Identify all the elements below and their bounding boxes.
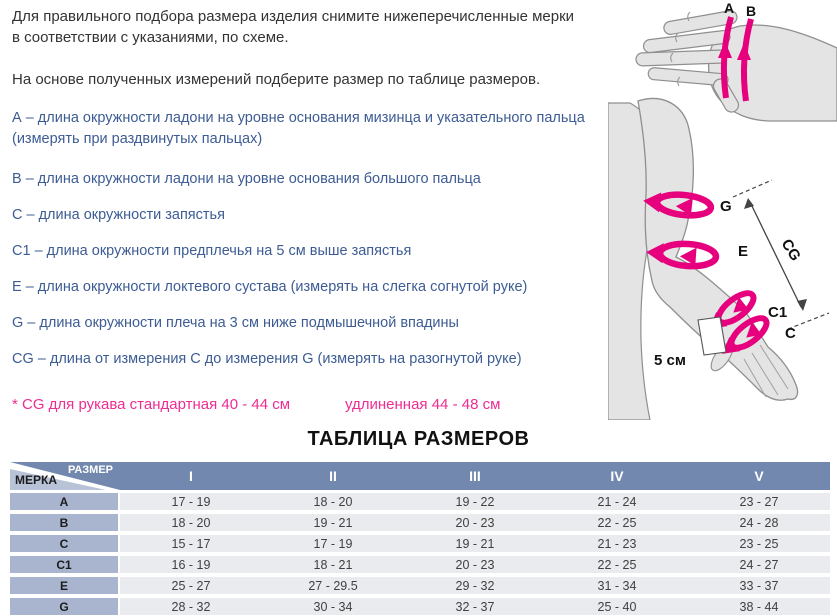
size-table-title: ТАБЛИЦА РАЗМЕРОВ: [307, 428, 530, 450]
arm-label-c: C: [785, 325, 796, 342]
row-label: C1: [10, 556, 118, 573]
cell: 19 - 21: [455, 536, 495, 551]
arm-label-e: E: [738, 243, 749, 260]
cell: 22 - 25: [597, 515, 637, 530]
cell: 25 - 27: [171, 578, 211, 593]
cell: 21 - 23: [597, 536, 637, 551]
cell: 18 - 20: [313, 494, 353, 509]
table-row-c1: [10, 556, 830, 573]
size-table-header: [10, 462, 830, 490]
measure-item-c: С – длина окружности запястья: [12, 207, 225, 223]
size-columns: [120, 462, 830, 490]
cell: 33 - 37: [739, 578, 779, 593]
measure-item-a: А – длина окружности ладони на уровне основания мизинца и указательного пальца (измерять при раздвинутых пальцах): [12, 110, 585, 148]
column-header-5: V: [754, 468, 764, 484]
measure-item-cg: CG – длина от измерения С до измерения G (измерять на разогнутой руке): [12, 351, 522, 367]
measure-item-e: Е – длина окружности локтевого сустава (измерять на слегка согнутой руке): [12, 279, 528, 295]
cell: 27 - 29.5: [308, 578, 358, 593]
cell: 18 - 21: [313, 557, 353, 572]
corner-cell: [10, 462, 120, 490]
cell: 18 - 20: [171, 515, 211, 530]
size-table: [10, 462, 830, 616]
row-label: G: [10, 598, 118, 615]
cell: 17 - 19: [171, 494, 211, 509]
note-extended: удлиненная 44 - 48 см: [345, 396, 501, 413]
intro-paragraph-1: Для правильного подбора размера изделия снимите нижеперечисленные мерки в соответствии с указаниями, по схеме.: [12, 8, 575, 46]
arm-label-cg: CG: [777, 236, 804, 265]
cell: 19 - 22: [455, 494, 495, 509]
hand-label-a: A: [724, 0, 735, 16]
cell: 24 - 27: [739, 557, 779, 572]
corner-label-measure: МЕРКА: [15, 473, 57, 487]
table-row-a: [10, 493, 830, 510]
column-header-3: III: [469, 468, 481, 484]
column-header-1: I: [189, 468, 193, 484]
cell: 22 - 25: [597, 557, 637, 572]
corner-label-size: РАЗМЕР: [67, 464, 113, 476]
hand-label-b: B: [746, 3, 757, 19]
table-row-b: [10, 514, 830, 531]
cg-dash-top: [733, 180, 772, 197]
arm-label-g: G: [720, 198, 732, 215]
row-label: A: [10, 493, 118, 510]
table-row-e: [10, 577, 830, 594]
cell: 25 - 40: [597, 599, 637, 614]
cell: 20 - 23: [455, 515, 495, 530]
cell: 20 - 23: [455, 557, 495, 572]
note-standard: * CG для рукава стандартная 40 - 44 см: [12, 396, 291, 413]
cell: 32 - 37: [455, 599, 495, 614]
cell: 23 - 25: [739, 536, 779, 551]
arm-label-c1: C1: [768, 304, 788, 321]
cell: 17 - 19: [313, 536, 353, 551]
column-header-2: II: [329, 468, 337, 484]
column-header-4: IV: [610, 468, 624, 484]
measure-item-b: В – длина окружности ладони на уровне основания большого пальца: [12, 171, 481, 187]
row-label: B: [10, 514, 118, 531]
arm-diagram: [608, 95, 837, 420]
measure-item-c1: C1 – длина окружности предплечья на 5 см выше запястья: [12, 243, 412, 259]
cell: 31 - 34: [597, 578, 637, 593]
finger-ring: [636, 50, 726, 66]
cg-arrowhead-bottom-icon: [797, 299, 807, 311]
cell: 28 - 32: [171, 599, 211, 614]
cell: 38 - 44: [739, 599, 779, 614]
cell: 23 - 27: [739, 494, 779, 509]
row-label: C: [10, 535, 118, 552]
table-row-g: [10, 598, 830, 615]
arm-label-5cm: 5 см: [654, 352, 686, 369]
intro-paragraph-2: На основе полученных измерений подберите размер по таблице размеров.: [12, 71, 541, 88]
cell: 15 - 17: [171, 536, 211, 551]
cell: 30 - 34: [313, 599, 353, 614]
arm-illustration: [608, 99, 829, 420]
row-label: E: [10, 577, 118, 594]
cell: 16 - 19: [171, 557, 211, 572]
cell: 21 - 24: [597, 494, 637, 509]
cell: 19 - 21: [313, 515, 353, 530]
cell: 24 - 28: [739, 515, 779, 530]
cell: 29 - 32: [455, 578, 495, 593]
table-row-c: [10, 535, 830, 552]
measure-item-g: G – длина окружности плеча на 3 см ниже подмышечной впадины: [12, 315, 459, 331]
